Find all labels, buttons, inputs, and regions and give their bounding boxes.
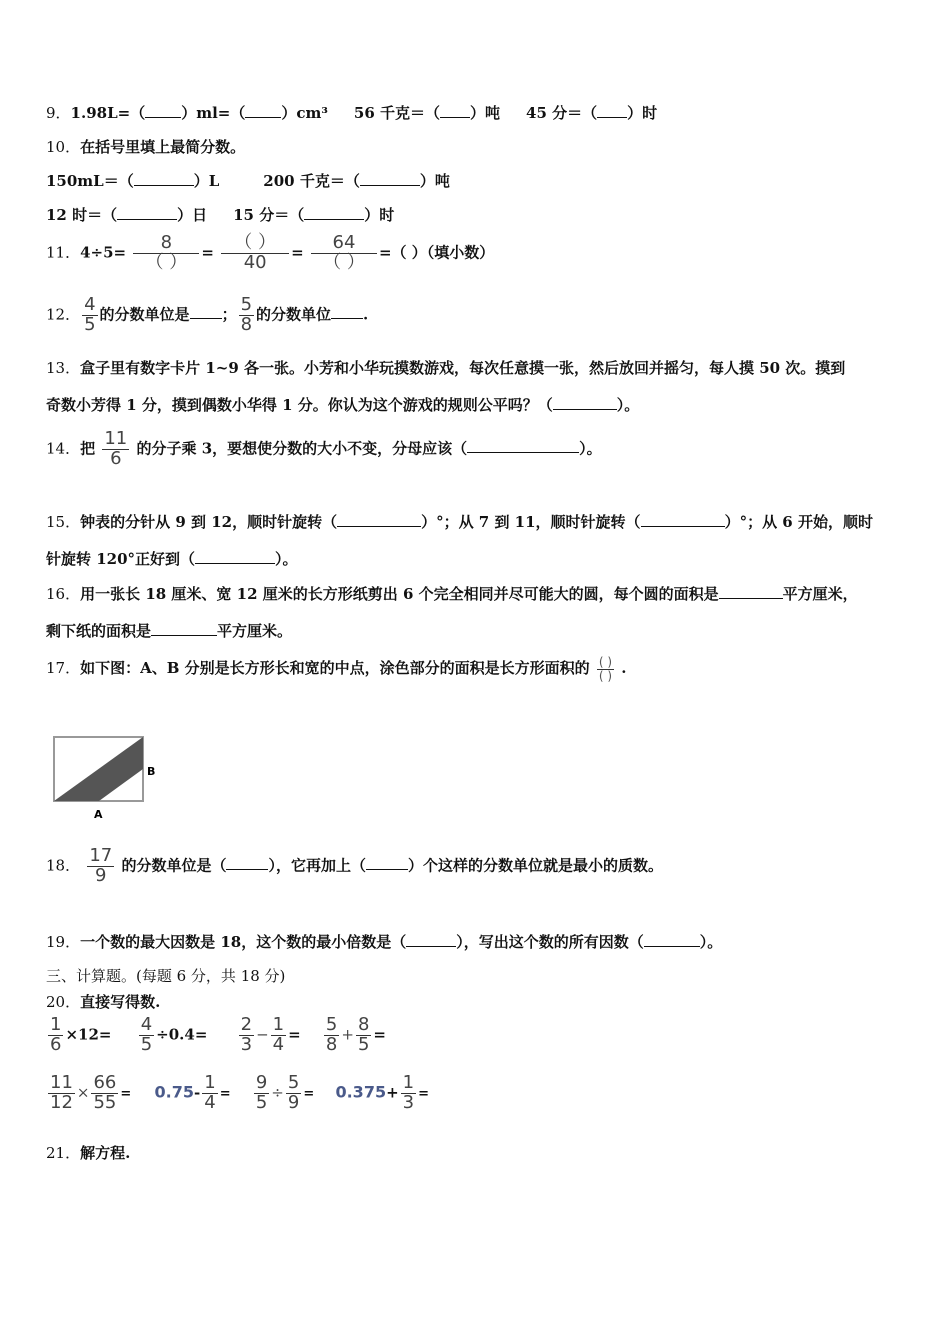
answer-blank[interactable] (467, 440, 579, 453)
question-number: 16． (46, 585, 81, 603)
fraction: $\frac{( )}{40}$ (221, 234, 289, 273)
fraction: $\frac{5}{9}$ (287, 1072, 300, 1113)
question-14: 14．把 $\frac{11}{6}$ 的分子乘 3，要想使分数的大小不变，分母应该（ ）。 (46, 428, 602, 469)
answer-blank[interactable] (406, 934, 456, 947)
rectangle-figure (50, 734, 162, 824)
fraction-answer[interactable]: $\frac{( )}{( )}$ (598, 655, 613, 683)
question-15-line-2: 针旋转 120°正好到（ ）。 (46, 550, 298, 568)
fraction: $\frac{1}{6}$ (50, 1014, 62, 1055)
fraction: $\frac{1}{4}$ (272, 1014, 285, 1055)
question-21: 21．解方程. (46, 1144, 131, 1162)
fraction: $\frac{5}{8}$ (325, 1014, 338, 1055)
question-10-title: 10．在括号里填上最简分数。 (46, 138, 246, 156)
question-number: 12． (46, 305, 81, 324)
fraction: $\frac{11}{6}$ (104, 428, 128, 469)
question-9: 9．1.98L=（ ）ml=（ ）cm³ 56 千克＝（ ）吨 45 分＝（ ）时 (46, 104, 658, 122)
answer-blank[interactable] (145, 105, 181, 118)
answer-blank[interactable] (337, 514, 421, 527)
answer-blank[interactable] (719, 586, 783, 599)
answer-blank[interactable] (366, 857, 408, 870)
question-16-line-2: 剩下纸的面积是 平方厘米。 (46, 622, 293, 640)
answer-blank[interactable] (117, 207, 177, 220)
question-number: 21． (46, 1144, 81, 1162)
answer-blank[interactable] (553, 397, 617, 410)
fraction: $\frac{11}{12}$ (50, 1072, 73, 1113)
question-16-line-1: 16．用一张长 18 厘米、宽 12 厘米的长方形纸剪出 6 个完全相同并尽可能大的圆，每个圆的面积是 平方厘米， (46, 585, 858, 603)
answer-blank[interactable] (226, 857, 268, 870)
label-b: B (147, 765, 156, 778)
fraction: $\frac{1}{3}$ (402, 1072, 415, 1113)
question-13-line-1: 13．盒子里有数字卡片 1~9 各一张。小芳和小华玩摸数游戏，每次任意摸一张，然后放回并摇匀，每人摸 50 次。摸到 (46, 359, 846, 377)
answer-blank[interactable] (134, 173, 194, 186)
question-11: 11．4÷5= $\frac{8}{( )}$ = $\frac{( )}{40}$ = $\frac{64}{( )}$ =（ ）（填小数） (46, 232, 495, 273)
question-number: 10． (46, 138, 81, 156)
fraction: $\frac{64}{( )}$ (311, 234, 377, 273)
question-10-line-2: 12 时＝（ ）日 15 分＝（ ）时 (46, 206, 395, 224)
question-19: 19．一个数的最大因数是 18，这个数的最小倍数是（ ），写出这个数的所有因数（ ）。 (46, 933, 723, 951)
question-17: 17．如下图：A、B 分别是长方形长和宽的中点，涂色部分的面积是长方形面积的 $\frac{( )}{( )}$ . (46, 655, 627, 683)
question-number: 11． (46, 243, 81, 262)
question-number: 14． (46, 439, 81, 458)
fraction: $\frac{8}{5}$ (357, 1014, 370, 1055)
answer-blank[interactable] (304, 207, 364, 220)
fraction: $\frac{5}{8}$ (240, 294, 253, 335)
question-12: 12． $\frac{4}{5}$ 的分数单位是 ； $\frac{5}{8}$ 的分数单位 . (46, 294, 369, 335)
answer-blank[interactable] (440, 105, 470, 118)
fraction: $\frac{8}{( )}$ (133, 234, 199, 273)
calc-row-1: $\frac{1}{6}$ ×12= $\frac{4}{5}$ ÷0.4= $\frac{2}{3}$ − $\frac{1}{4}$ = $\frac{5}{8}$ + $\frac{8}{5}$ = (50, 1014, 386, 1055)
answer-blank[interactable] (151, 623, 217, 636)
fraction: $\frac{17}{9}$ (89, 845, 113, 886)
question-10-line-1: 150mL＝（ ）L 200 千克＝（ ）吨 (46, 172, 450, 190)
fraction: $\frac{4}{5}$ (140, 1014, 153, 1055)
question-15-line-1: 15．钟表的分针从 9 到 12，顺时针旋转（ ）°；从 7 到 11，顺时针旋转（ ）°；从 6 开始，顺时 (46, 513, 873, 531)
question-number: 19． (46, 933, 81, 951)
fraction: $\frac{66}{55}$ (93, 1072, 117, 1113)
answer-blank[interactable] (597, 105, 627, 118)
fraction: $\frac{1}{4}$ (204, 1072, 216, 1113)
question-13-line-2: 奇数小芳得 1 分，摸到偶数小华得 1 分。你认为这个游戏的规则公平吗？（ ）。 (46, 396, 640, 414)
answer-blank[interactable] (360, 173, 420, 186)
answer-blank[interactable] (245, 105, 281, 118)
section-3-title: 三、计算题。(每题 6 分，共 18 分) (46, 967, 286, 985)
fraction: $\frac{2}{3}$ (240, 1014, 253, 1055)
answer-blank[interactable] (190, 306, 222, 319)
question-number: 9． (46, 104, 71, 122)
fraction: $\frac{9}{5}$ (255, 1072, 268, 1113)
question-number: 15． (46, 513, 81, 531)
answer-blank[interactable] (641, 514, 725, 527)
question-number: 18． (46, 856, 81, 875)
label-a: A (94, 808, 103, 821)
answer-blank[interactable] (195, 551, 275, 564)
calc-row-2: $\frac{11}{12}$ × $\frac{66}{55}$ = 0.75- $\frac{1}{4}$ = $\frac{9}{5}$ ÷ $\frac{5}{9}$ = 0.375+ $\frac{1}{3}$ = (50, 1072, 430, 1113)
answer-blank[interactable] (331, 306, 363, 319)
question-number: 20． (46, 993, 81, 1011)
question-number: 17． (46, 659, 81, 678)
question-18: 18． $\frac{17}{9}$ 的分数单位是（ ），它再加上（ ）个这样的分数单位就是最小的质数。 (46, 845, 664, 886)
question-number: 13． (46, 359, 81, 377)
question-20-title: 20．直接写得数. (46, 993, 161, 1011)
answer-blank[interactable] (644, 934, 700, 947)
fraction: $\frac{4}{5}$ (84, 294, 96, 335)
